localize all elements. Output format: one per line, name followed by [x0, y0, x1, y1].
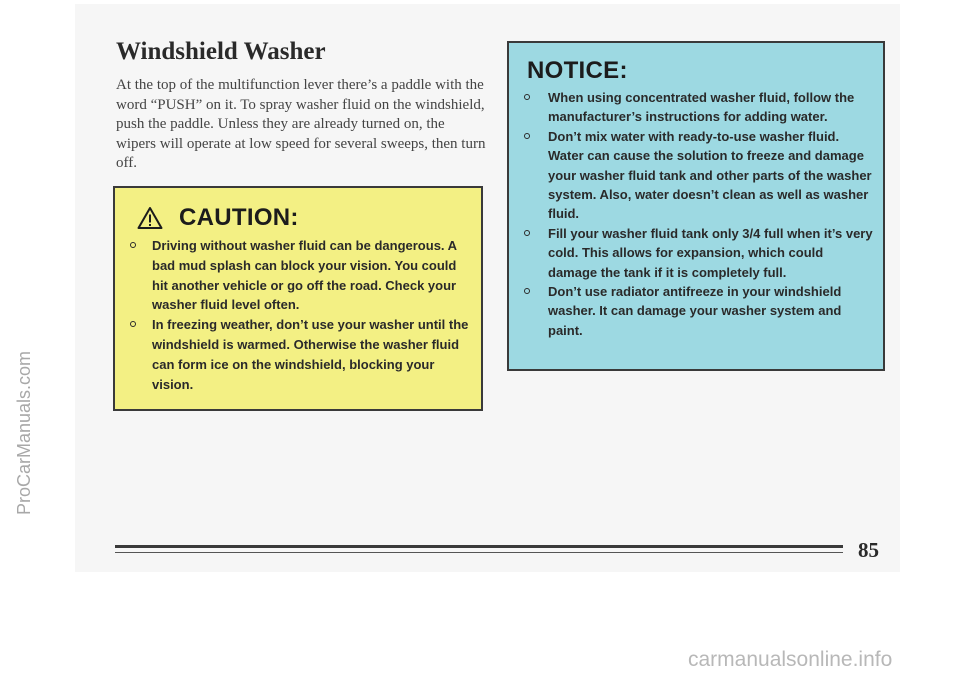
caution-title: CAUTION:: [179, 204, 299, 231]
section-title: Windshield Washer: [116, 38, 326, 65]
notice-item: [523, 282, 873, 340]
notice-item-text: When using concentrated washer fluid, follow the manufacturer’s instructions for adding water.: [548, 90, 855, 125]
notice-item-text: Fill your washer fluid tank only 3/4 full when it’s very cold. This allows for expansion, which could damage the tank if it is completely full.: [548, 225, 873, 280]
notice-item-text: Don’t use radiator antifreeze in your windshield washer. It can damage your washer system and paint.: [548, 284, 842, 338]
page-number: 85: [858, 538, 879, 562]
caution-item: [129, 236, 469, 315]
notice-item-text: Don’t mix water with ready-to-use washer fluid. Water can cause the solution to freeze and damage your washer fluid tank and other parts of the washer system. Also, water doesn’t clean as well as washer fluid.: [548, 128, 872, 222]
bullet-icon: [130, 321, 136, 327]
bullet-icon: [524, 94, 530, 100]
bullet-icon: [524, 288, 530, 294]
bottom-watermark: carmanualsonline.info: [688, 648, 893, 671]
side-watermark-text: ProCarManuals.com: [14, 350, 34, 515]
bullet-icon: [524, 230, 530, 236]
notice-list: [523, 88, 873, 340]
caution-list: [129, 236, 469, 394]
footer-rule: [115, 545, 843, 548]
notice-title: NOTICE:: [527, 57, 628, 84]
caution-box: [113, 186, 483, 411]
footer-rule-thin: [115, 552, 843, 553]
notice-box: [507, 41, 885, 371]
caution-item: [129, 315, 469, 394]
notice-item: [523, 88, 873, 127]
warning-triangle-icon: [137, 206, 163, 230]
caution-item-text: In freezing weather, don’t use your washer until the windshield is warmed. Otherwise the washer fluid can form ice on the windshield, blocking your vision.: [152, 317, 469, 392]
bullet-icon: [524, 133, 530, 139]
side-watermark: [0, 0, 34, 675]
caution-header: [137, 204, 299, 232]
intro-paragraph: At the top of the multifunction lever there’s a paddle with the word “PUSH” on it. To spray washer fluid on the windshield, push the paddle. Unless they are already turned on, the wipers will operate at low speed for several sweeps, then turn off.: [116, 77, 486, 171]
caution-item-text: Driving without washer fluid can be dangerous. A bad mud splash can block your vision. You could hit another vehicle or go off the road. Check your washer fluid level often.: [152, 238, 457, 313]
notice-item: [523, 127, 873, 224]
notice-item: [523, 224, 873, 282]
bullet-icon: [130, 242, 136, 248]
